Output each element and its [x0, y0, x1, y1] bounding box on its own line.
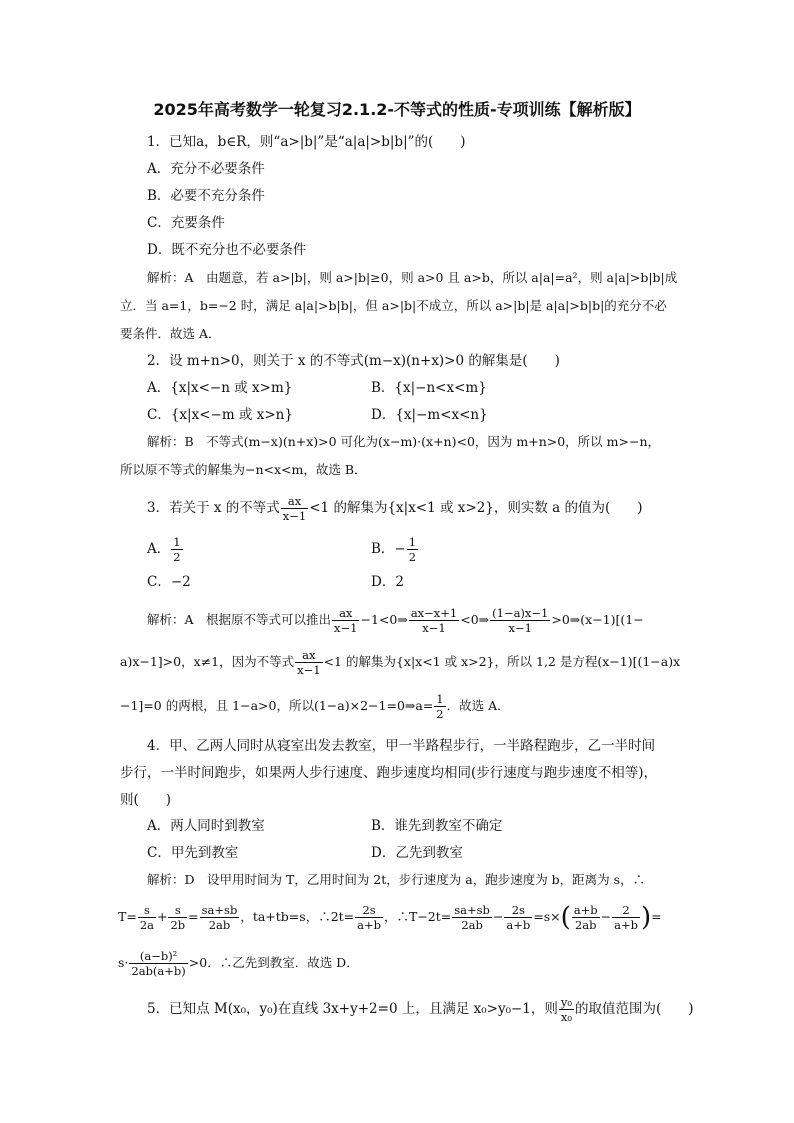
- q2-solution-line-1: 解析：B 不等式(m−x)(n+x)>0 可化为(x−m)·(x+n)<0，因为 m+n>0，所以 m>−n，: [147, 434, 661, 449]
- q3-stem-post: <1 的解集为{x|x<1 或 x>2}，则实数 a 的值为( ): [309, 500, 643, 516]
- q4-s2-left-paren: (: [560, 902, 571, 933]
- q4-s2-right-paren: ): [641, 902, 652, 933]
- q4-s2-f6-num: 2s: [504, 903, 532, 918]
- q3-s1-mid-2: <0⇒: [460, 612, 490, 627]
- q1-solution-line-2: 立．当 a=1，b=−2 时，满足 a|a|>b|b|，但 a>|b|不成立，所以 a>|b|是 a|a|>b|b|的充分不必: [120, 298, 667, 313]
- q3-option-d: D．2: [371, 574, 404, 590]
- q5-stem-den: x₀: [560, 1010, 573, 1024]
- q3-option-b-den: 2: [408, 550, 417, 564]
- q4-s2-fraction-2: [168, 903, 187, 932]
- q5-stem-post: 的取值范围为( ): [575, 1001, 694, 1017]
- q3-s1-f2-num: ax−x+1: [410, 606, 458, 620]
- q2-option-a: A．{x|x<−n 或 x>m}: [147, 380, 293, 396]
- q4-solution-line-2: [118, 898, 662, 937]
- q4-s3-fraction: [129, 949, 187, 978]
- q4-s2-fraction-7: [572, 903, 600, 932]
- q1-stem: 1．已知a，b∈R，则“a>|b|”是“a|a|>b|b|”的( ): [147, 134, 466, 150]
- q1-option-d: D．既不充分也不必要条件: [147, 242, 307, 258]
- q3-option-a-den: 2: [173, 550, 181, 564]
- q3-s3-den: 2: [436, 707, 444, 721]
- q4-s2-minus2: −: [600, 909, 612, 924]
- q1-option-b: B．必要不充分条件: [147, 188, 265, 204]
- q3-stem-pre: 3．若关于 x 的不等式: [147, 500, 280, 516]
- q4-s2-f8-den: a+b: [614, 918, 639, 932]
- q4-s2-f4-den: a+b: [357, 918, 381, 932]
- q4-s2-f5-num: sa+sb: [454, 903, 490, 917]
- q3-s1-f3-num: (1−a)x−1: [492, 606, 549, 620]
- q3-option-b: [371, 531, 419, 567]
- q5-stem-num: y₀: [560, 995, 573, 1009]
- q3-solution-line-2: [120, 644, 680, 680]
- q4-s2-f5-den: 2ab: [461, 918, 483, 932]
- q3-stem: [147, 490, 643, 526]
- q1-option-a: A．充分不必要条件: [147, 161, 265, 177]
- q4-s2-f3-num: sa+sb: [201, 903, 238, 917]
- q4-s2-fraction-1: [138, 903, 156, 932]
- q4-s2-minus: −: [492, 909, 504, 924]
- q3-s1-mid-1: −1<0⇒: [360, 612, 408, 627]
- q3-s2-num: ax: [295, 648, 322, 663]
- q3-s1-fraction-2: [409, 606, 459, 635]
- q3-option-c: C．−2: [147, 574, 191, 590]
- q4-s2-mid3: =s×: [533, 909, 561, 924]
- q3-s3-fraction: [434, 692, 445, 721]
- q3-s1-fraction-1: [332, 606, 359, 635]
- q4-s2-f7-den: 2ab: [574, 918, 597, 932]
- q2-solution-line-2: 所以原不等式的解集为−n<x<m，故选 B．: [120, 462, 367, 477]
- q4-s2-fraction-3: [200, 903, 240, 932]
- q4-s2-T: T=: [118, 909, 137, 924]
- q4-s2-f1-den: 2a: [139, 918, 154, 932]
- q3-s1-f3-den: x−1: [508, 621, 532, 635]
- page-title: 2025年高考数学一轮复习2.1.2-不等式的性质-专项训练【解析版】: [153, 100, 641, 119]
- q4-s2-eq: =: [188, 909, 199, 924]
- q4-option-d: D．乙先到教室: [371, 845, 463, 861]
- q4-solution-line-3: [118, 944, 359, 982]
- q3-s1-post: >0⇒(x−1)[(1−: [551, 612, 644, 627]
- q3-option-a-fraction: [171, 535, 182, 564]
- q4-s2-f1-num: s: [138, 903, 156, 918]
- q3-s1-f1-den: x−1: [334, 621, 358, 635]
- q2-option-c: C．{x|x<−m 或 x>n}: [147, 407, 293, 423]
- q4-s3-num: (a−b)²: [129, 949, 187, 964]
- q3-s2-pre: a)x−1]>0，x≠1，因为不等式: [120, 654, 295, 669]
- q4-s2-mid2: ，∴T−2t=: [384, 909, 452, 924]
- q1-solution-line-1: 解析：A 由题意，若 a>|b|，则 a>|b|≥0，则 a>0 且 a>b，所以 a|a|=a²，则 a|a|>b|b|成: [147, 270, 678, 285]
- q3-s1-f1-num: ax: [332, 606, 359, 621]
- q2-stem: 2．设 m+n>0，则关于 x 的不等式(m−x)(n+x)>0 的解集是( ): [147, 353, 560, 369]
- q4-option-b: B．谁先到教室不确定: [371, 818, 503, 834]
- q3-option-b-num: 1: [408, 535, 417, 549]
- q3-stem-fraction: [281, 494, 308, 523]
- q4-s3-pre: s·: [118, 955, 129, 970]
- q4-s2-f4-num: 2s: [355, 903, 383, 918]
- q3-solution-line-3: [120, 688, 510, 724]
- q3-s2-den: x−1: [297, 663, 321, 677]
- q2-option-b: B．{x|−n<x<m}: [371, 380, 487, 396]
- q4-stem-line-3: 则( ): [120, 792, 172, 808]
- q4-s2-plus: +: [157, 909, 168, 924]
- q3-option-a-label: A．: [147, 541, 171, 557]
- q5-stem: [147, 991, 694, 1027]
- q3-s1-f2-den: x−1: [422, 621, 446, 635]
- q4-s3-post: >0．∴乙先到教室．故选 D．: [188, 955, 359, 970]
- q4-s2-f3-den: 2ab: [208, 918, 231, 932]
- q4-s2-f6-den: a+b: [506, 918, 531, 932]
- q1-solution-line-3: 要条件．故选 A．: [120, 326, 221, 341]
- q3-s2-post: <1 的解集为{x|x<1 或 x>2}，所以 1,2 是方程(x−1)[(1−a)x: [323, 654, 681, 669]
- q4-s2-f2-den: 2b: [170, 918, 186, 932]
- q4-s2-fraction-8: [612, 903, 640, 932]
- q4-solution-line-1: 解析：D 设甲用时间为 T，乙用时间为 2t，步行速度为 a，跑步速度为 b，距离为 s，∴: [147, 872, 646, 887]
- q5-stem-fraction: [559, 995, 574, 1024]
- q4-s2-f7-num: a+b: [573, 903, 598, 917]
- q3-stem-den: x−1: [282, 509, 307, 523]
- q5-stem-pre: 5．已知点 M(x₀，y₀)在直线 3x+y+2=0 上，且满足 x₀>y₀−1，则: [147, 1001, 558, 1017]
- q3-s1-pre: 解析：A 根据原不等式可以推出: [147, 612, 332, 627]
- q3-s3-post: ．故选 A．: [446, 698, 510, 713]
- q2-option-d: D．{x|−m<x<n}: [371, 407, 488, 423]
- q3-option-b-fraction: [407, 535, 418, 564]
- q4-option-c: C．甲先到教室: [147, 845, 239, 861]
- q3-s1-fraction-3: [490, 606, 550, 635]
- q4-stem-line-1: 4．甲、乙两人同时从寝室出发去教室，甲一半路程步行，一半路程跑步，乙一半时间: [147, 738, 656, 754]
- q4-s2-end: =: [651, 909, 662, 924]
- q4-option-a: A．两人同时到教室: [147, 818, 265, 834]
- q4-s2-fraction-4: [355, 903, 383, 932]
- q3-option-a-num: 1: [173, 535, 181, 549]
- q4-stem-line-2: 步行，一半时间跑步，如果两人步行速度、跑步速度均相同(步行速度与跑步速度不相等)，: [120, 765, 658, 781]
- q4-s2-f2-num: s: [168, 903, 187, 918]
- q4-s2-mid: ，ta+tb=s，∴2t=: [240, 909, 355, 924]
- q3-option-b-label: B．−: [371, 541, 406, 557]
- q4-s3-den: 2ab(a+b): [131, 964, 186, 978]
- q4-s2-fraction-5: [452, 903, 492, 932]
- q4-s2-fraction-6: [504, 903, 532, 932]
- q4-s2-f8-num: 2: [612, 903, 640, 918]
- q3-s3-num: 1: [436, 692, 444, 706]
- q3-s2-fraction: [295, 648, 322, 677]
- q3-solution-line-1: [147, 602, 644, 638]
- q3-option-a: [147, 531, 184, 567]
- q1-option-c: C．充要条件: [147, 215, 225, 231]
- q3-s3-pre: −1]=0 的两根，且 1−a>0，所以(1−a)×2−1=0⇒a=: [120, 698, 434, 713]
- q3-stem-num: ax: [281, 494, 308, 509]
